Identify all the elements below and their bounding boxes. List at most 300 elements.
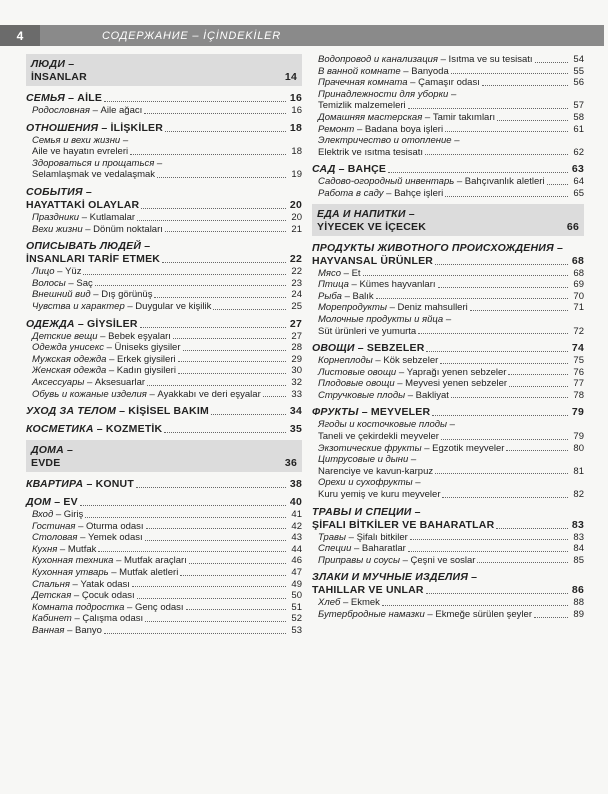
chapter-title xyxy=(26,423,162,436)
entry-title-tr: – Genç odası xyxy=(124,601,184,613)
entry-page-number: 49 xyxy=(291,578,302,590)
dot-leader xyxy=(442,497,568,498)
entry-title xyxy=(318,77,480,89)
entry-title xyxy=(318,302,468,314)
chapter-title xyxy=(26,122,163,135)
chapter-title-tr: – KİŞİSEL BAKIM xyxy=(116,405,209,418)
entry-page-number: 81 xyxy=(573,465,584,477)
entry-page-number: 68 xyxy=(573,267,584,279)
toc-entry xyxy=(312,291,584,303)
toc-entry xyxy=(26,377,302,389)
entry-title xyxy=(32,625,102,637)
section-page-number: 14 xyxy=(284,71,297,83)
entry-page-number: 30 xyxy=(291,365,302,377)
entry-title xyxy=(32,289,152,301)
chapter-entry xyxy=(26,423,302,436)
entry-title xyxy=(318,124,443,136)
entry-title-tr: – Banyo xyxy=(64,625,102,637)
chapter-title xyxy=(26,478,134,491)
dot-leader xyxy=(509,386,568,387)
toc-entry xyxy=(312,112,584,124)
entry-title-tr: – Yemek odası xyxy=(77,532,143,544)
entry-title xyxy=(318,112,495,124)
entry-page-number: 21 xyxy=(291,223,302,235)
toc-entry xyxy=(26,331,302,343)
entry-title-tr: – Deniz mahsulleri xyxy=(386,302,468,314)
entry-title-ru: Комната подростка xyxy=(32,601,125,613)
entry-title-ru: Мужская одежда xyxy=(32,353,107,365)
dot-leader xyxy=(547,184,568,185)
chapter-entry xyxy=(26,186,302,212)
entry-title-tr: – Tamir takımları xyxy=(422,111,496,123)
chapter-title-tr: TAHILLAR VE UNLAR xyxy=(312,584,424,597)
dot-leader xyxy=(132,586,286,587)
entry-title-ru: Плодовые овощи xyxy=(318,378,395,390)
section-title-tr: EVDE xyxy=(31,457,61,470)
entry-page-number: 29 xyxy=(291,353,302,365)
chapter-title-tr: – SEBZELER xyxy=(354,342,425,355)
dot-leader xyxy=(154,297,286,298)
chapter-title-ru: СЕМЬЯ xyxy=(26,92,66,104)
entry-title-line xyxy=(318,466,584,478)
entry-title-ru: Цитрусовые и дыни – xyxy=(318,454,417,466)
dot-leader xyxy=(376,298,568,299)
entry-title xyxy=(32,567,178,579)
dot-leader xyxy=(146,528,286,529)
entry-title-ru: Столовая xyxy=(32,532,78,544)
toc-entry xyxy=(26,158,302,181)
entry-title-tr: – Aksesuarlar xyxy=(84,376,146,388)
entry-title xyxy=(318,532,408,544)
chapter-title-tr: – İLİŞKİLER xyxy=(98,121,164,134)
dot-leader xyxy=(426,593,568,594)
left-column xyxy=(26,54,302,637)
section-title-tr: YİYECEK VE İÇECEK xyxy=(317,220,427,233)
entry-title-ru: Приправы и соусы xyxy=(318,554,400,566)
entry-title-ru: Работа в саду xyxy=(318,187,384,199)
entry-page-number: 77 xyxy=(573,378,584,390)
entry-title-tr: – Çocuk odası xyxy=(71,590,135,602)
entry-title xyxy=(318,188,443,200)
entry-title-tr: – Et xyxy=(341,267,361,279)
entry-title xyxy=(318,390,449,402)
section-banner xyxy=(26,440,302,472)
entry-title-tr: – Dönüm noktaları xyxy=(82,223,163,235)
toc-entry xyxy=(26,342,302,354)
entry-title-ru: Специи xyxy=(318,543,352,555)
entry-title-ru: Детская xyxy=(32,590,72,602)
chapter-title-tr: – KONUT xyxy=(83,478,134,491)
toc-entry xyxy=(26,544,302,556)
entry-title-ru: Домашняя мастерская xyxy=(318,111,423,123)
entry-title-tr: – Çamaşır odası xyxy=(407,77,480,89)
chapter-title-tr: HAYVANSAL ÜRÜNLER xyxy=(312,254,434,267)
chapter-entry xyxy=(26,478,302,491)
entry-title xyxy=(318,609,532,621)
dot-leader xyxy=(178,373,286,374)
dot-leader xyxy=(147,385,286,386)
chapter-page-number: 34 xyxy=(289,405,302,418)
dot-leader xyxy=(189,563,286,564)
entry-title-ru: Детские вещи xyxy=(32,330,98,342)
entry-page-number: 69 xyxy=(573,279,584,291)
chapter-entry xyxy=(312,506,584,532)
dot-leader xyxy=(162,262,286,263)
toc-entry xyxy=(312,279,584,291)
entry-page-number: 71 xyxy=(573,302,584,314)
chapter-title-tr: – GİYSİLER xyxy=(74,317,138,330)
chapter-page-number: 83 xyxy=(571,518,584,531)
entry-page-number: 53 xyxy=(291,625,302,637)
dot-leader xyxy=(408,108,568,109)
entry-title-ru: Электричество и отопление – xyxy=(318,135,460,147)
dot-leader xyxy=(165,131,286,132)
section-title-ru: ЕДА И НАПИТКИ – xyxy=(317,207,415,220)
entry-page-number: 23 xyxy=(291,277,302,289)
entry-page-number: 33 xyxy=(291,388,302,400)
chapter-entry xyxy=(26,405,302,418)
dot-leader xyxy=(363,275,568,276)
entry-title-ru: Ванная xyxy=(32,625,65,637)
section-title-tr: İNSANLAR xyxy=(31,71,87,83)
toc-entry xyxy=(312,532,584,544)
entry-title xyxy=(318,367,506,379)
entry-page-number: 42 xyxy=(291,520,302,532)
dot-leader xyxy=(438,287,568,288)
chapter-title-ru: ОТНОШЕНИЯ xyxy=(26,121,99,134)
entry-title-line xyxy=(318,100,584,112)
entry-title-ru: Ремонт xyxy=(318,123,355,135)
chapter-title-ru: ТРАВЫ И СПЕЦИИ – xyxy=(312,505,421,518)
dot-leader xyxy=(144,113,286,114)
chapter-title-line xyxy=(26,253,302,266)
entry-title-tr: – Üniseks giysiler xyxy=(103,342,181,354)
chapter-title-ru: ОДЕЖДА xyxy=(26,317,75,330)
chapter-entry xyxy=(26,496,302,509)
entry-title-ru: Одежда унисекс xyxy=(32,342,104,354)
entry-title xyxy=(318,176,545,188)
entry-title xyxy=(32,105,142,117)
dot-leader xyxy=(388,172,568,173)
entry-page-number: 70 xyxy=(573,290,584,302)
entry-title-tr: – Dış görünüş xyxy=(90,289,153,301)
dot-leader xyxy=(508,374,568,375)
chapter-title xyxy=(26,318,138,331)
entry-title xyxy=(318,597,380,609)
entry-title-tr: – Mutfak araçları xyxy=(113,555,187,567)
entry-title xyxy=(32,266,81,278)
chapter-entry xyxy=(26,122,302,135)
toc-entry xyxy=(312,390,584,402)
dot-leader xyxy=(445,196,568,197)
entry-page-number: 27 xyxy=(291,330,302,342)
entry-title xyxy=(32,212,135,224)
toc-entry xyxy=(26,135,302,158)
entry-title-tr: – Çeşni ve soslar xyxy=(399,554,476,566)
entry-title xyxy=(32,342,181,354)
entry-page-number: 44 xyxy=(291,543,302,555)
entry-page-number: 75 xyxy=(573,355,584,367)
toc-entry xyxy=(26,278,302,290)
toc-entry xyxy=(26,579,302,591)
section-title-ru: ЛЮДИ – xyxy=(31,58,75,70)
entry-title-ru: Родословная xyxy=(32,105,90,116)
entry-title-line xyxy=(318,489,584,501)
entry-page-number: 56 xyxy=(573,77,584,89)
entry-title-tr: Süt ürünleri ve yumurta xyxy=(318,325,417,337)
dot-leader xyxy=(165,231,286,232)
entry-title-ru: Прачечная комната xyxy=(318,77,408,89)
entry-title-tr: – Saç xyxy=(65,277,93,289)
dot-leader xyxy=(410,539,568,540)
entry-title-ru: Молочные продукты и яйца – xyxy=(318,313,452,325)
entry-title xyxy=(32,331,171,343)
toc-entry xyxy=(312,378,584,390)
chapter-title-ru: ОВОЩИ xyxy=(312,342,355,355)
dot-leader xyxy=(535,62,568,63)
dot-leader xyxy=(435,473,568,474)
dot-leader xyxy=(140,327,286,328)
dot-leader xyxy=(186,609,286,610)
dot-leader xyxy=(157,177,286,178)
entry-title xyxy=(32,224,163,236)
entry-page-number: 46 xyxy=(291,555,302,567)
toc-entry xyxy=(26,602,302,614)
dot-leader xyxy=(418,333,568,334)
entry-title xyxy=(32,301,211,313)
entry-page-number: 18 xyxy=(291,146,302,158)
dot-leader xyxy=(141,208,286,209)
toc-entry xyxy=(312,419,584,442)
toc-entry xyxy=(312,314,584,337)
chapter-page-number: 63 xyxy=(571,163,584,176)
chapter-title-ru: САД xyxy=(312,163,336,176)
entry-title xyxy=(318,555,475,567)
toc-entry xyxy=(26,301,302,313)
chapter-entry xyxy=(26,92,302,105)
entry-page-number: 57 xyxy=(573,100,584,112)
page-title: СОДЕРЖАНИЕ – İÇİNDEKİLER xyxy=(102,29,282,42)
chapter-title xyxy=(26,405,209,418)
dot-leader xyxy=(470,310,568,311)
entry-title-ru: Стручковые плоды xyxy=(318,389,406,401)
entry-title-tr: Aile ve hayatın evreleri xyxy=(32,146,129,158)
entry-title-tr: – Çalışma odası xyxy=(71,613,144,625)
entry-page-number: 72 xyxy=(573,325,584,337)
entry-title-tr: – Mutfak xyxy=(57,543,97,555)
entry-page-number: 80 xyxy=(573,442,584,454)
dot-leader xyxy=(451,73,568,74)
entry-title-line xyxy=(318,326,584,338)
dot-leader xyxy=(426,351,568,352)
entry-title-ru: Кухонная техника xyxy=(32,555,114,567)
entry-title-ru: Водопровод и канализация xyxy=(318,54,438,65)
toc-entry xyxy=(26,224,302,236)
chapter-title-ru: КОСМЕТИКА xyxy=(26,423,94,436)
toc-entry xyxy=(26,266,302,278)
dot-leader xyxy=(130,154,286,155)
chapter-page-number: 79 xyxy=(571,406,584,419)
chapter-entry xyxy=(26,240,302,266)
dot-leader xyxy=(263,396,286,397)
toc-entry xyxy=(312,77,584,89)
entry-title-ru: Здороваться и прощаться – xyxy=(32,157,163,169)
entry-title-tr: – Baharatlar xyxy=(351,543,406,555)
entry-title xyxy=(32,509,83,521)
toc-entry xyxy=(26,509,302,521)
toc-entry xyxy=(312,302,584,314)
dot-leader xyxy=(137,220,286,221)
chapter-page-number: 40 xyxy=(289,496,302,509)
chapter-entry xyxy=(312,242,584,268)
entry-title-ru: Орехи и сухофрукты – xyxy=(318,477,421,489)
section-title-ru: ДОМА – xyxy=(31,444,74,457)
chapter-title-ru: ОПИСЫВАТЬ ЛЮДЕЙ – xyxy=(26,240,151,253)
dot-leader xyxy=(425,154,568,155)
dot-leader xyxy=(178,361,286,362)
entry-title xyxy=(32,354,176,366)
chapter-page-number: 22 xyxy=(289,253,302,266)
dot-leader xyxy=(211,414,286,415)
chapter-title-ru: УХОД ЗА ТЕЛОМ xyxy=(26,405,117,418)
entry-title xyxy=(318,355,438,367)
entry-title-tr: Temizlik malzemeleri xyxy=(318,100,406,112)
entry-title-tr: – Bebek eşyaları xyxy=(97,330,171,342)
entry-title-tr: Taneli ve çekirdekli meyveler xyxy=(318,431,439,443)
entry-title-line xyxy=(32,169,302,181)
entry-title-tr: – Yaprağı yenen sebzeler xyxy=(396,366,507,378)
chapter-page-number: 20 xyxy=(289,198,302,211)
entry-page-number: 79 xyxy=(573,431,584,443)
toc-entry xyxy=(26,625,302,637)
toc-entry xyxy=(312,355,584,367)
entry-title-ru: Гостиная xyxy=(32,520,76,532)
entry-title xyxy=(318,54,533,66)
entry-title-ru: Лицо xyxy=(32,266,55,278)
entry-title-tr: – Badana boya işleri xyxy=(354,123,444,135)
entry-title-tr: – Oturma odası xyxy=(75,520,144,532)
chapter-title xyxy=(312,406,430,419)
entry-title-ru: Бутербродные намазки xyxy=(318,609,425,620)
entry-page-number: 28 xyxy=(291,342,302,354)
dot-leader xyxy=(85,517,286,518)
entry-title-ru: Внешний вид xyxy=(32,289,91,301)
entry-title-ru: Чувства и характер xyxy=(32,300,125,312)
entry-title-ru: Хлеб xyxy=(318,597,341,609)
chapter-title-line xyxy=(312,519,584,532)
dot-leader xyxy=(164,432,286,433)
section-title-line xyxy=(31,457,297,470)
entry-title-ru: Экзотические фрукты xyxy=(318,442,422,454)
entry-title-ru: Кухня xyxy=(32,543,58,555)
page-header xyxy=(0,25,604,46)
entry-page-number: 43 xyxy=(291,532,302,544)
entry-page-number: 84 xyxy=(573,543,584,555)
entry-page-number: 55 xyxy=(573,65,584,77)
entry-page-number: 52 xyxy=(291,613,302,625)
entry-title-ru: Спальня xyxy=(32,578,70,590)
entry-title-tr: – Kök sebzeler xyxy=(372,355,439,367)
chapter-page-number: 38 xyxy=(289,478,302,491)
chapter-title-tr: ŞİFALI BİTKİLER VE BAHARATLAR xyxy=(312,518,495,531)
chapter-entry xyxy=(312,163,584,176)
entry-title-tr: – Bahçe işleri xyxy=(383,187,444,199)
entry-title xyxy=(32,532,143,544)
toc-entry xyxy=(312,597,584,609)
entry-title xyxy=(318,66,449,78)
entry-title-ru: Ягоды и косточковые плоды – xyxy=(318,419,455,431)
entry-title-ru: Листовые овощи xyxy=(318,366,397,378)
chapter-title-tr: – BAHÇE xyxy=(335,163,387,176)
entry-page-number: 41 xyxy=(291,509,302,521)
entry-title-ru: Семья и вехи жизни – xyxy=(32,134,129,146)
entry-title-tr: – Banyoda xyxy=(400,65,449,77)
entry-title xyxy=(318,378,507,390)
dot-leader xyxy=(98,551,286,552)
entry-page-number: 51 xyxy=(291,601,302,613)
entry-title-tr: – Aile ağacı xyxy=(89,105,143,116)
entry-title-tr: Kuru yemiş ve kuru meyveler xyxy=(318,489,441,501)
dot-leader xyxy=(432,415,568,416)
entry-title-tr: – Kümes hayvanları xyxy=(348,279,436,291)
entry-title xyxy=(318,268,361,280)
entry-title-ru: Праздники xyxy=(32,211,80,223)
entry-page-number: 47 xyxy=(291,567,302,579)
chapter-title-tr: – EV xyxy=(51,496,78,509)
entry-page-number: 82 xyxy=(573,489,584,501)
section-page-number: 66 xyxy=(566,220,579,233)
entry-page-number: 89 xyxy=(573,609,584,620)
toc-entry xyxy=(26,212,302,224)
entry-title-tr: – Egzotik meyveler xyxy=(421,442,505,454)
toc-entry xyxy=(312,124,584,136)
page-number: 4 xyxy=(0,25,40,46)
dot-leader xyxy=(435,264,568,265)
chapter-entry xyxy=(312,571,584,597)
section-banner xyxy=(26,54,302,86)
entry-title-ru: Женская одежда xyxy=(32,365,107,377)
entry-page-number: 25 xyxy=(291,300,302,312)
toc-entry xyxy=(312,543,584,555)
entry-title xyxy=(318,543,406,555)
entry-page-number: 50 xyxy=(291,590,302,602)
entry-title-tr: – Bahçıvanlık aletleri xyxy=(454,176,545,188)
dot-leader xyxy=(506,450,568,451)
entry-title xyxy=(32,278,93,290)
entry-title xyxy=(318,279,436,291)
dot-leader xyxy=(213,309,286,310)
dot-leader xyxy=(83,274,286,275)
entry-title-ru: Птица xyxy=(318,279,349,291)
entry-page-number: 54 xyxy=(573,54,584,65)
entry-title xyxy=(32,521,144,533)
dot-leader xyxy=(136,487,286,488)
dot-leader xyxy=(104,101,286,102)
entry-title-ru: Вход xyxy=(32,509,54,521)
toc-entry xyxy=(312,477,584,500)
toc-entry xyxy=(26,567,302,579)
entry-page-number: 88 xyxy=(573,597,584,609)
chapter-title-ru: ФРУКТЫ xyxy=(312,406,359,419)
entry-title xyxy=(32,590,135,602)
chapter-page-number: 16 xyxy=(289,92,302,104)
entry-title-ru: Волосы xyxy=(32,277,66,289)
toc-entry xyxy=(26,389,302,401)
entry-title-ru: Кухонная утварь xyxy=(32,567,109,579)
entry-page-number: 65 xyxy=(573,187,584,199)
entry-title xyxy=(32,555,187,567)
entry-page-number: 19 xyxy=(291,169,302,181)
